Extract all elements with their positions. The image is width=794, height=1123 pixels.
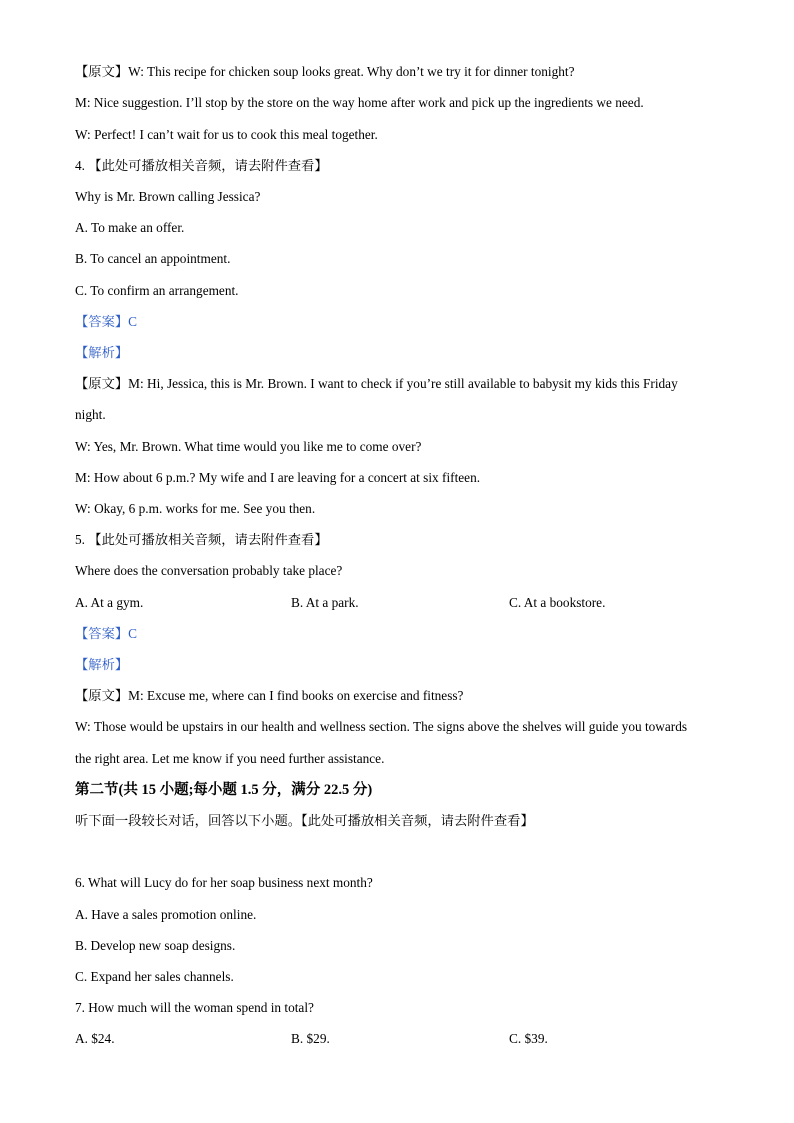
question-6-text: 6. What will Lucy do for her soap business next month? <box>75 875 373 890</box>
question-4-option-a: A. To make an offer. <box>75 220 185 235</box>
question-5-header: 5. 【此处可播放相关音频，请去附件查看】 <box>75 532 328 547</box>
question-5-answer: 【答案】C <box>75 626 138 641</box>
question-7-option-c: C. $39. <box>509 1031 548 1046</box>
transcript-line: W: Those would be upstairs in our health and wellness section. The signs above the shelves will guide you towards <box>75 719 688 734</box>
transcript-line: W: Perfect! I can’t wait for us to cook this meal together. <box>75 127 378 142</box>
transcript-line: 【原文】M: Hi, Jessica, this is Mr. Brown. I want to check if you’re still available to babysit my kids this Friday <box>75 376 678 391</box>
question-4-header: 4. 【此处可播放相关音频，请去附件查看】 <box>75 158 328 173</box>
question-5-analysis-label: 【解析】 <box>75 657 129 672</box>
section-2-instructions: 听下面一段较长对话，回答以下小题。【此处可播放相关音频，请去附件查看】 <box>75 813 534 828</box>
question-5-text: Where does the conversation probably take place? <box>75 563 343 578</box>
transcript-line: W: Okay, 6 p.m. works for me. See you then. <box>75 501 316 516</box>
question-4-text: Why is Mr. Brown calling Jessica? <box>75 189 261 204</box>
question-7-option-a: A. $24. <box>75 1031 115 1046</box>
transcript-line: night. <box>75 407 106 422</box>
question-4-option-b: B. To cancel an appointment. <box>75 251 231 266</box>
transcript-line: M: How about 6 p.m.? My wife and I are leaving for a concert at six fifteen. <box>75 470 481 485</box>
question-6-option-b: B. Develop new soap designs. <box>75 938 236 953</box>
question-5-option-b: B. At a park. <box>291 595 359 610</box>
transcript-line: 【原文】W: This recipe for chicken soup looks great. Why don’t we try it for dinner tonight? <box>75 64 575 79</box>
question-4-analysis-label: 【解析】 <box>75 345 129 360</box>
transcript-line: 【原文】M: Excuse me, where can I find books on exercise and fitness? <box>75 688 464 703</box>
question-4-option-c: C. To confirm an arrangement. <box>75 283 239 298</box>
question-5-options <box>75 595 720 611</box>
question-7-option-b: B. $29. <box>291 1031 330 1046</box>
question-6-option-a: A. Have a sales promotion online. <box>75 907 257 922</box>
question-6-option-c: C. Expand her sales channels. <box>75 969 234 984</box>
section-2-title: 第二节(共 15 小题;每小题 1.5 分，满分 22.5 分) <box>75 782 373 798</box>
question-5-option-c: C. At a bookstore. <box>509 595 606 610</box>
transcript-line: W: Yes, Mr. Brown. What time would you like me to come over? <box>75 439 422 454</box>
transcript-line: M: Nice suggestion. I’ll stop by the store on the way home after work and pick up the ingredients we need. <box>75 95 644 110</box>
transcript-line: the right area. Let me know if you need further assistance. <box>75 751 385 766</box>
question-4-answer: 【答案】C <box>75 314 138 329</box>
question-5-option-a: A. At a gym. <box>75 595 144 610</box>
question-7-text: 7. How much will the woman spend in total? <box>75 1000 314 1015</box>
question-7-options <box>75 1031 720 1047</box>
